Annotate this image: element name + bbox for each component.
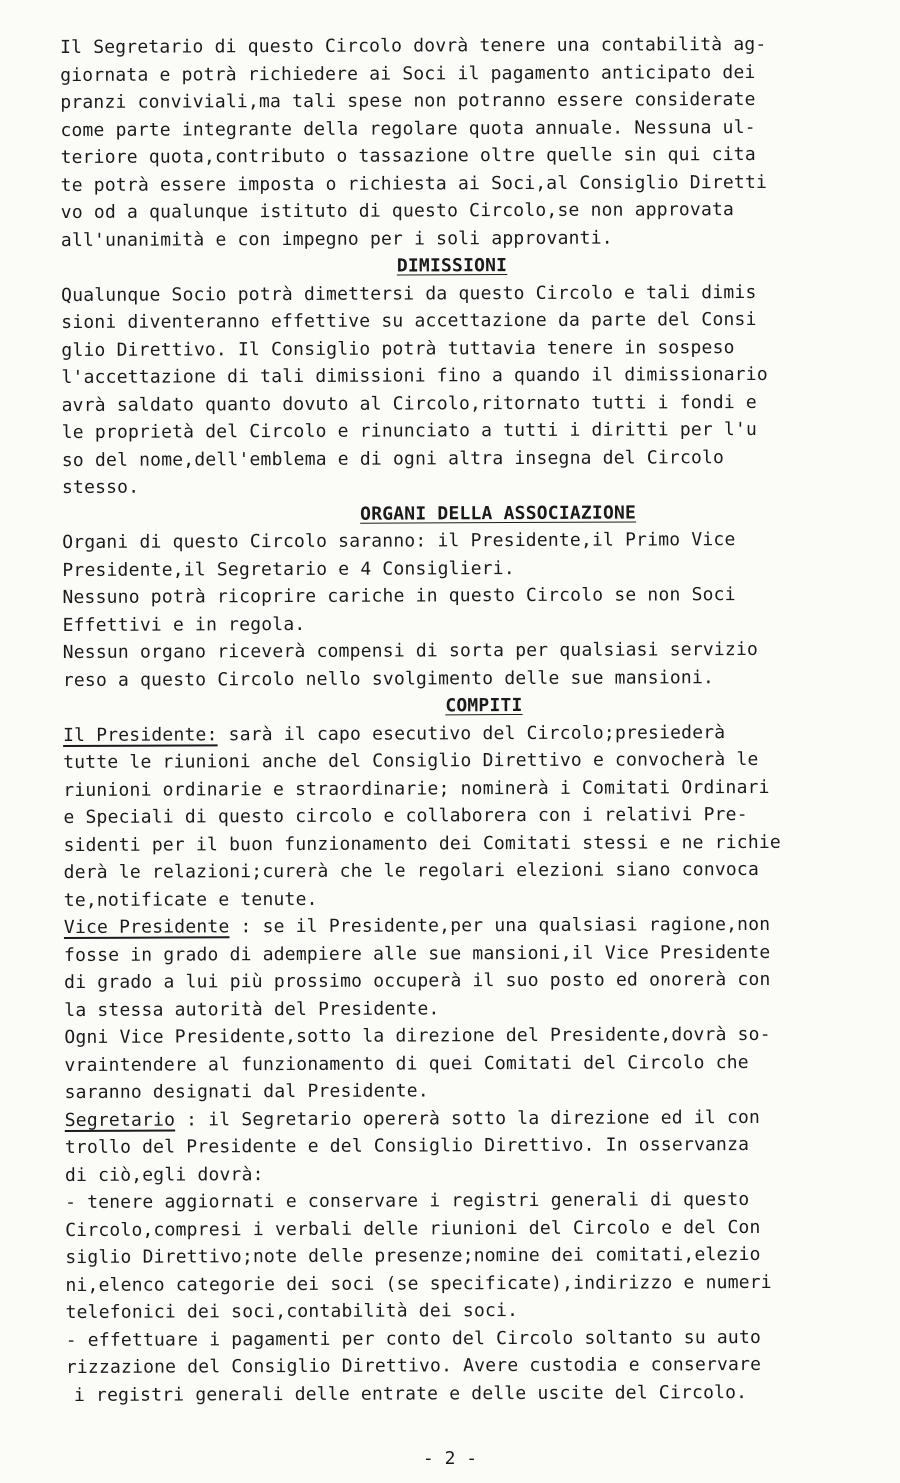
text-line: Organi di questo Circolo saranno: il Presidente,il Primo Vice xyxy=(62,529,736,553)
text-line: riunioni ordinarie e straordinarie; nominerà i Comitati Ordinari xyxy=(63,776,770,801)
text-fragment: sarà il capo esecutivo del Circolo;presiederà xyxy=(217,721,726,745)
text-fragment: : il Segretario opererà sotto la direzione ed il con xyxy=(175,1106,761,1131)
text-line: teriore quota,contributo o tassazione oltre quelle sin qui cita xyxy=(60,143,756,168)
text-line: saranno designati dal Presidente. xyxy=(64,1080,429,1103)
intro-paragraph xyxy=(60,30,873,254)
text-line: te,notificate e tenute. xyxy=(63,888,318,911)
text-line: tutte le riunioni anche del Consiglio Direttivo e convocherà le xyxy=(63,748,759,773)
text-line: so del nome,dell'emblema e di ogni altra insegna del Circolo xyxy=(61,446,725,471)
document-page xyxy=(60,30,878,1409)
text-line: giornata e potrà richiedere ai Soci il pagamento anticipato dei xyxy=(60,61,756,86)
text-line: di grado a lui più prossimo occuperà il suo posto ed onorerà con xyxy=(64,968,771,993)
text-line: siglio Direttivo;note delle presenze;nomine dei comitati,elezio xyxy=(65,1243,761,1268)
text-line xyxy=(65,1103,877,1134)
section-heading-organi: ORGANI DELLA ASSOCIAZIONE xyxy=(360,501,637,525)
text-line: Effettivi e in regola. xyxy=(62,613,306,636)
text-line: sidenti per il buon funzionamento dei Comitati stessi e ne richie xyxy=(63,831,781,856)
text-line: Qualunque Socio potrà dimettersi da questo Circolo e tali dimis xyxy=(61,281,757,306)
text-line: sioni diventeranno effettive su accettazione da parte del Consi xyxy=(61,308,757,333)
text-line: fosse in grado di adempiere alle sue mansioni,il Vice Presidente xyxy=(63,941,771,966)
text-line: trollo del Presidente e del Consiglio Direttivo. In osservanza xyxy=(64,1134,750,1158)
text-line: - tenere aggiornati e conservare i registri generali di questo xyxy=(65,1189,750,1213)
dimissioni-paragraph xyxy=(61,278,874,502)
text-line: pranzi conviviali,ma tali spese non potranno essere considerate xyxy=(60,88,756,113)
text-line: glio Direttivo. Il Consiglio potrà tuttavia tenere in sospeso xyxy=(61,336,735,361)
text-line: ni,elenco categorie dei soci (se specificate),indirizzo e numeri xyxy=(65,1271,772,1296)
text-line xyxy=(64,910,876,941)
text-line: la stessa autorità del Presidente. xyxy=(64,997,440,1021)
text-line: te potrà essere imposta o richiesta ai Soci,al Consiglio Diretti xyxy=(60,171,768,196)
page-number: - 2 - xyxy=(422,1448,478,1469)
text-line: Nessun organo riceverà compensi di sorta per qualsiasi servizio xyxy=(62,638,759,663)
organi-paragraph xyxy=(62,525,875,694)
text-line: l'accettazione di tali dimissioni fino a quando il dimissionario xyxy=(61,363,768,388)
role-term-segretario: Segretario xyxy=(64,1109,176,1131)
text-fragment: : se il Presidente,per una qualsiasi ragione,non xyxy=(229,913,771,938)
text-line: telefonici dei soci,contabilità dei soci. xyxy=(65,1300,519,1323)
role-term-vice-presidente: Vice Presidente xyxy=(63,916,230,938)
text-line: Il Segretario di questo Circolo dovrà tenere una contabilità ag- xyxy=(60,33,767,58)
text-line: i registri generali delle entrate e delle uscite del Circolo. xyxy=(73,1381,748,1406)
text-line: reso a questo Circolo nello svolgimento delle sue mansioni. xyxy=(62,666,715,691)
text-line: all'unanimità e con impegno per i soli approvanti. xyxy=(60,227,613,251)
section-heading-dimissioni: DIMISSIONI xyxy=(396,255,508,277)
text-line: Nessuno potrà ricoprire cariche in questo Circolo se non Soci xyxy=(62,584,736,608)
text-line: le proprietà del Circolo e rinunciato a tutti i diritti per l'u xyxy=(61,418,758,443)
text-line: vraintendere al funzionamento di quei Comitati del Circolo che xyxy=(64,1051,749,1076)
section-heading-compiti: COMPITI xyxy=(445,694,523,717)
text-line: avrà saldato quanto dovuto al Circolo,ritornato tutti i fondi e xyxy=(61,391,757,416)
text-line: Presidente,il Segretario e 4 Consiglieri. xyxy=(62,557,515,581)
text-line: derà le relazioni;curerà che le regolari elezioni siano convoca xyxy=(63,858,760,883)
text-line: Ogni Vice Presidente,sotto la direzione del Presidente,dovrà so- xyxy=(64,1023,771,1048)
text-line: - effettuare i pagamenti per conto del Circolo soltanto su auto xyxy=(65,1326,762,1351)
text-line: Circolo,compresi i verbali delle riunioni del Circolo e del Con xyxy=(65,1216,761,1241)
text-line: e Speciali di questo circolo e collaborera con i relativi Pre- xyxy=(63,804,748,828)
segretario-paragraph xyxy=(65,1103,878,1409)
role-term-presidente: Il Presidente: xyxy=(63,723,218,746)
vice-presidente-paragraph xyxy=(64,910,877,1106)
text-line: stesso. xyxy=(61,476,140,498)
text-line: vo od a qualunque istituto di questo Circolo,se non approvata xyxy=(60,199,735,223)
presidente-paragraph xyxy=(63,718,876,914)
text-line: come parte integrante della regolare quota annuale. Nessuna ul- xyxy=(60,116,756,141)
text-line xyxy=(63,718,875,749)
text-line: rizzazione del Consiglio Direttivo. Avere custodia e conservare xyxy=(65,1353,762,1378)
text-line: di ciò,egli dovrà: xyxy=(64,1163,264,1186)
